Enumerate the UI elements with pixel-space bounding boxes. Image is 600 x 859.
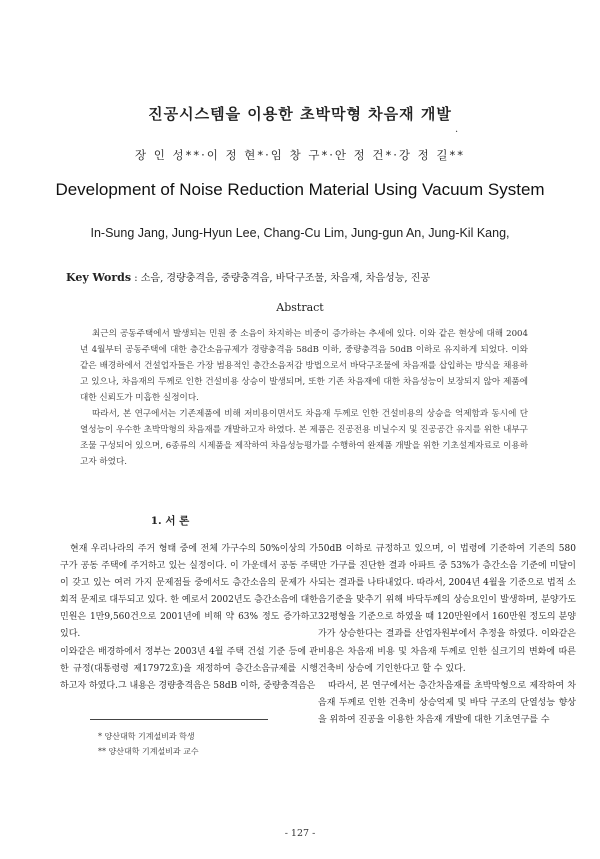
english-title: Development of Noise Reduction Material Using Vacuum System [55, 180, 545, 199]
korean-authors: 장 인 성**·이 정 현*·임 창 구*·안 정 건*·강 정 길** [134, 148, 466, 162]
korean-title: 진공시스템을 이용한 초박막형 차음재 개발 [148, 105, 452, 123]
footnote-divider [90, 719, 268, 720]
abstract-paragraph: 최근의 공동주택에서 발생되는 민원 중 소음이 차지하는 비중이 증가하는 추세에 있다. 이와 같은 현상에 대해 2004년 4월부터 공동주택에 대한 층간소음규제가 경량충격음 58dB 이하, 중량충격음 50dB 이하로 유지하게 되었다. 이와같은 배경하에서 건설업자들은 가장 범용적인 층간소음저감 방법으로서 바닥구조물에 차음재를 삽입하는 방식을 채용하고 있으나, 차음재의 두께로 인한 건설비용 상승이 발생되며, 또한 기존 차음재에 대한 차음성능이 보장되지 않아 제품에 대한 신뢰도가 미흡한 실정이다. [80, 329, 528, 403]
abstract-heading: Abstract [276, 301, 324, 314]
keywords-line [66, 269, 546, 284]
abstract-body [80, 326, 528, 470]
abstract-paragraph: 따라서, 본 연구에서는 기존제품에 비해 저비용이면서도 차음재 두께로 인한 건설비용의 상승을 억제함과 동시에 단열성능이 우수한 초박막형의 차음재를 개발하고자 하였다. 본 제품은 진공전용 비닐수지 및 진공공간 유지를 위한 내부구조물 구성되어 있으며, 6종류의 시제품을 제작하여 차음성능평가를 수행하여 완제품 개발을 위한 기초설계자료로 이용하고자 하였다. [80, 409, 528, 467]
footnote: ** 양산대학 기계설비과 교수 [98, 747, 199, 756]
title-mark: · [455, 127, 459, 138]
keywords-label: Key Words [66, 271, 132, 284]
footnote: * 양산대학 기계설비과 학생 [98, 732, 195, 741]
keywords-text: : 소음, 경량충격음, 중량충격음, 바닥구조물, 차음재, 차음성능, 진공 [134, 273, 431, 284]
footnotes [98, 729, 318, 759]
section-heading-introduction: 1. 서 론 [150, 515, 190, 527]
body-paragraph: 50dB 이하로 규정하고 있으며, 이 법령에 기준하여 기존의 580만 가구를 진단한 결과 아파트 중 53%가 층간소음 기준에 미달이 되는 결과를 나타내었다. 따라서, 2004년 4월을 기준으로 법적 소음기준을 맞추기 위해 바닥두께의 상승요인이 발생하며, 분양가도 32평형을 기준으로 하였을 때 120만원에서 160만원 정도의 분양가가 상승한다는 결과를 산업자원부에서 추정을 하였다. 이와같은 비용은 차음재 비용 및 차음재 두께로 인한 실크기의 변화에 따른 건축비 상승에 기인한다고 할 수 있다. [318, 544, 576, 674]
body-paragraph: 현재 우리나라의 주거 형태 중에 전체 가구수의 50%이상의 가구가 공동 주택에 주거하고 있는 실정이다. 이 가운데서 공동 주택이 갖고 있는 여러 가지 문제점들 중에서도 층간소음의 문제가 사회적 문제로 대두되고 있다. 한 예로서 2002년도 층간소음에 대한 민원은 1만9,560건으로 2001년에 비해 약 63% 정도 증가하고 있다. [60, 544, 318, 640]
body-paragraph: 따라서, 본 연구에서는 층간차음재를 초박막형으로 제작하여 차음재 두께로 인한 건축비 상승억제 및 바닥 구조의 단열성능 향상을 위하여 진공을 이용한 차음재 개발에 대한 기초연구를 수 [318, 680, 576, 725]
page-number: - 127 - [284, 828, 316, 839]
left-column [60, 541, 318, 695]
body-paragraph: 이와같은 배경하에서 정부는 2003년 4월 주택 건설 기준 등에 관한 규정(대통령령 제17972호)을 재정하여 층간소음규제를 시행하고자 하였다.그 내용은 경량충격음은 58dB 이하, 중량충격음은 [60, 646, 318, 691]
english-authors: In-Sung Jang, Jung-Hyun Lee, Chang-Cu Lim, Jung-gun An, Jung-Kil Kang, [90, 226, 510, 240]
right-column [318, 541, 576, 729]
